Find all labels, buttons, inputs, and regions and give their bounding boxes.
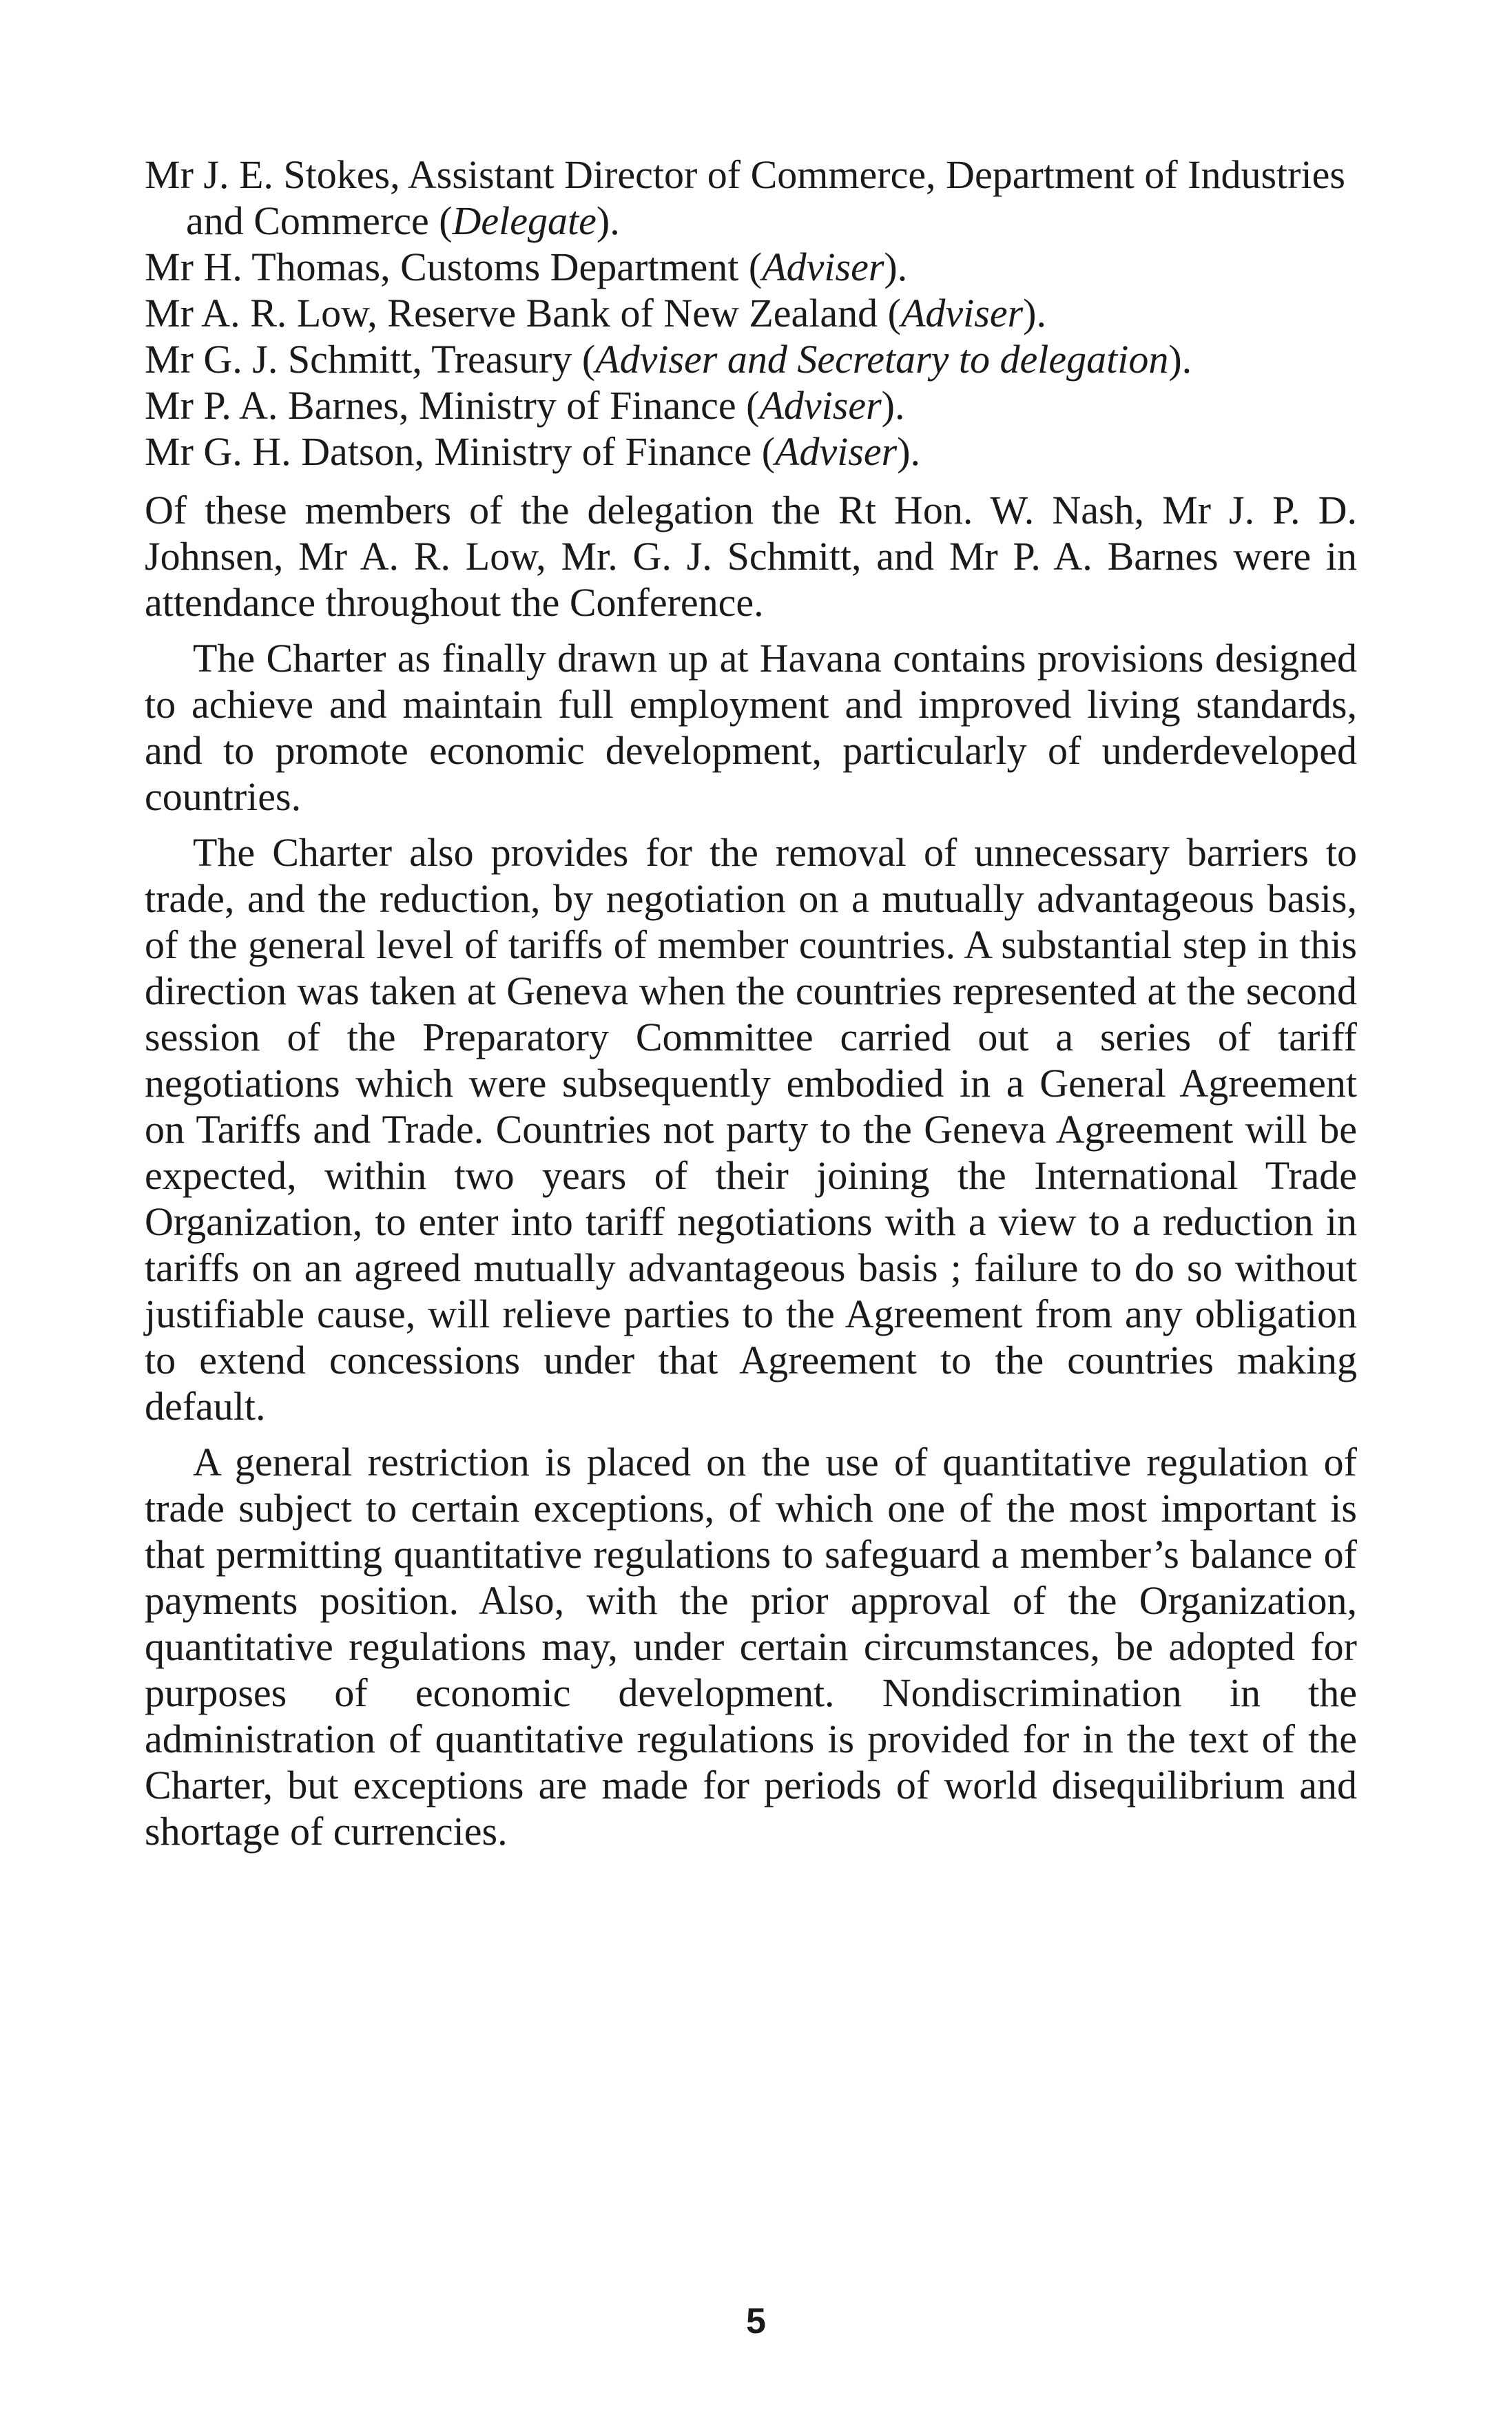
delegate-name: Mr J. E. Stokes, Assistant Director of Commerce, Department of Industries and Commerce [145, 152, 1345, 243]
delegate-entry: Mr J. E. Stokes, Assistant Director of Commerce, Department of Industries and Commerce (Delegate). [145, 152, 1345, 243]
delegation-list [145, 152, 1357, 475]
delegate-entry: Mr G. H. Datson, Ministry of Finance (Adviser). [145, 429, 921, 474]
delegate-name: Mr H. Thomas, Customs Department [145, 245, 739, 289]
delegate-role: Adviser [759, 383, 882, 428]
delegate-role: Adviser and Secretary to delegation [595, 337, 1169, 382]
delegate-entry: Mr P. A. Barnes, Ministry of Finance (Adviser). [145, 383, 905, 428]
delegate-role: Delegate [452, 198, 597, 243]
delegate-name: Mr A. R. Low, Reserve Bank of New Zealand [145, 291, 878, 335]
delegate-name: Mr G. J. Schmitt, Treasury [145, 337, 572, 382]
paragraph-attendance: Of these members of the delegation the Rt Hon. W. Nash, Mr J. P. D. Johnsen, Mr A. R. Low, Mr. G. J. Schmitt, and Mr P. A. Barnes were in attendance throughout the Conference. [145, 488, 1357, 625]
delegate-role: Adviser [762, 245, 884, 289]
paragraph-quantitative-regulation: A general restriction is placed on the use of quantitative regulation of trade subject to certain exceptions, of which one of the most important is that permitting quantitative regulations to safeguard a member’s balance of payments position. Also, with the prior approval of the Organization, quantitative regulations may, under certain circumstances, be adopted for purposes of economic development. Nondiscrimination in the administration of quantitative regulations is provided for in the text of the Charter, but exceptions are made for periods of world disequilibrium and shortage of currencies. [145, 1440, 1357, 1854]
delegate-entry: Mr H. Thomas, Customs Department (Adviser). [145, 245, 908, 289]
delegate-name: Mr P. A. Barnes, Ministry of Finance [145, 383, 736, 428]
document-page [145, 152, 1357, 1854]
delegate-entry: Mr G. J. Schmitt, Treasury (Adviser and Secretary to delegation). [145, 337, 1192, 382]
page-number: 5 [746, 2301, 766, 2341]
delegate-entry: Mr A. R. Low, Reserve Bank of New Zealand (Adviser). [145, 291, 1046, 335]
delegate-name: Mr G. H. Datson, Ministry of Finance [145, 429, 752, 474]
paragraph-charter-provisions: The Charter as finally drawn up at Havana contains provisions designed to achieve and maintain full employment and improved living standards, and to promote economic development, particularly of underdeveloped countries. [145, 636, 1357, 819]
delegate-role: Adviser [900, 291, 1024, 335]
delegate-role: Adviser [775, 429, 898, 474]
paragraph-trade-barriers: The Charter also provides for the removal of unnecessary barriers to trade, and the reduction, by negotiation on a mutually advantageous basis, of the general level of tariffs of member countries. A substantial step in this direction was taken at Geneva when the countries represented at the second session of the Preparatory Committee carried out a series of tariff negotiations which were subsequently embodied in a General Agreement on Tariffs and Trade. Countries not party to the Geneva Agreement will be expected, within two years of their joining the International Trade Organization, to enter into tariff negotiations with a view to a reduction in tariffs on an agreed mutually advantageous basis ; failure to do so without justifiable cause, will relieve parties to the Agreement from any obligation to extend concessions under that Agreement to the countries making default. [145, 830, 1357, 1429]
